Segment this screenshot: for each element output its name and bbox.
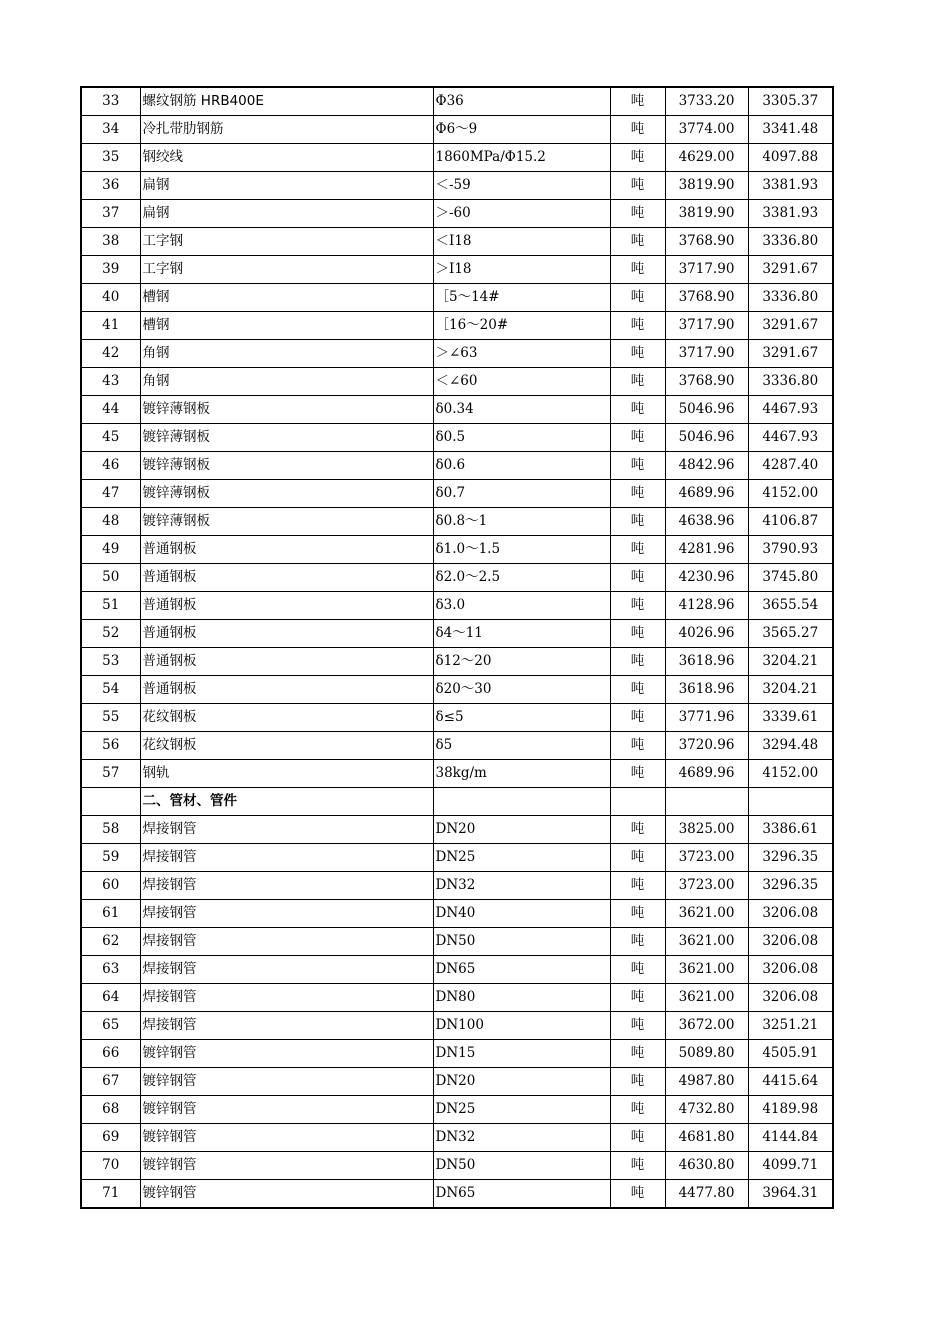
specification-cell: DN65: [433, 956, 610, 984]
price-with-tax-cell: 3621.00: [665, 956, 748, 984]
material-name-cell: 镀锌薄钢板: [140, 452, 433, 480]
unit-cell: 吨: [610, 200, 665, 228]
row-number-cell: 71: [81, 1180, 140, 1209]
unit-cell: 吨: [610, 592, 665, 620]
table-row: [81, 1068, 833, 1096]
price-with-tax-cell: 3733.20: [665, 87, 748, 116]
price-without-tax-cell: 3291.67: [748, 256, 833, 284]
row-number-cell: 69: [81, 1124, 140, 1152]
row-number-cell: 40: [81, 284, 140, 312]
price-without-tax-cell: 4106.87: [748, 508, 833, 536]
row-number-cell: 47: [81, 480, 140, 508]
row-number-cell: 57: [81, 760, 140, 788]
unit-cell: 吨: [610, 564, 665, 592]
table-body: [81, 87, 833, 1208]
specification-cell: ＞Ⅰ18: [433, 256, 610, 284]
price-without-tax-cell: 3291.67: [748, 340, 833, 368]
price-without-tax-cell: 3305.37: [748, 87, 833, 116]
price-without-tax-cell: 3206.08: [748, 900, 833, 928]
unit-cell: 吨: [610, 928, 665, 956]
price-without-tax-cell: 4097.88: [748, 144, 833, 172]
row-number-cell: 42: [81, 340, 140, 368]
price-without-tax-cell: 3339.61: [748, 704, 833, 732]
material-name-cell: 普通钢板: [140, 536, 433, 564]
price-without-tax-cell: 4415.64: [748, 1068, 833, 1096]
unit-cell: 吨: [610, 1040, 665, 1068]
material-name-cell: 焊接钢管: [140, 1012, 433, 1040]
table-row: [81, 396, 833, 424]
material-name-cell: 镀锌薄钢板: [140, 480, 433, 508]
price-without-tax-cell: 3381.93: [748, 200, 833, 228]
price-with-tax-cell: 5046.96: [665, 424, 748, 452]
unit-cell: 吨: [610, 1096, 665, 1124]
price-without-tax-cell: 4505.91: [748, 1040, 833, 1068]
specification-cell: δ2.0～2.5: [433, 564, 610, 592]
price-with-tax-cell: 3672.00: [665, 1012, 748, 1040]
specification-cell: ＞-60: [433, 200, 610, 228]
row-number-cell: 45: [81, 424, 140, 452]
table-row: [81, 508, 833, 536]
material-name-cell: 镀锌钢管: [140, 1040, 433, 1068]
unit-cell: 吨: [610, 424, 665, 452]
price-with-tax-cell: 3723.00: [665, 872, 748, 900]
specification-cell: DN100: [433, 1012, 610, 1040]
table-row: [81, 872, 833, 900]
unit-cell: 吨: [610, 844, 665, 872]
price-without-tax-cell: 3655.54: [748, 592, 833, 620]
price-with-tax-cell: 4689.96: [665, 480, 748, 508]
row-number-cell: 68: [81, 1096, 140, 1124]
material-name-cell: 焊接钢管: [140, 928, 433, 956]
unit-cell: 吨: [610, 984, 665, 1012]
unit-cell: 吨: [610, 256, 665, 284]
row-number-cell: 49: [81, 536, 140, 564]
row-number-cell: 63: [81, 956, 140, 984]
unit-cell: 吨: [610, 144, 665, 172]
specification-cell: DN50: [433, 928, 610, 956]
price-without-tax-cell: 3386.61: [748, 816, 833, 844]
specification-cell: DN20: [433, 816, 610, 844]
specification-cell: δ20～30: [433, 676, 610, 704]
table-row: [81, 368, 833, 396]
price-with-tax-cell: 4230.96: [665, 564, 748, 592]
specification-cell: DN50: [433, 1152, 610, 1180]
row-number-cell: 35: [81, 144, 140, 172]
specification-cell: ＞∠63: [433, 340, 610, 368]
price-with-tax-cell: 3825.00: [665, 816, 748, 844]
price-without-tax-cell: [748, 788, 833, 816]
specification-cell: DN20: [433, 1068, 610, 1096]
unit-cell: 吨: [610, 760, 665, 788]
price-without-tax-cell: 3336.80: [748, 228, 833, 256]
price-with-tax-cell: 5089.80: [665, 1040, 748, 1068]
row-number-cell: 55: [81, 704, 140, 732]
specification-cell: δ≤5: [433, 704, 610, 732]
row-number-cell: [81, 788, 140, 816]
unit-cell: 吨: [610, 284, 665, 312]
specification-cell: DN32: [433, 1124, 610, 1152]
specification-cell: δ0.34: [433, 396, 610, 424]
specification-cell: δ0.6: [433, 452, 610, 480]
price-without-tax-cell: 3206.08: [748, 984, 833, 1012]
specification-cell: DN80: [433, 984, 610, 1012]
material-name-cell: 普通钢板: [140, 620, 433, 648]
price-with-tax-cell: 3768.90: [665, 228, 748, 256]
unit-cell: 吨: [610, 1180, 665, 1209]
material-name-cell: 槽钢: [140, 284, 433, 312]
material-name-cell: 普通钢板: [140, 676, 433, 704]
unit-cell: 吨: [610, 1068, 665, 1096]
price-without-tax-cell: 3381.93: [748, 172, 833, 200]
unit-cell: 吨: [610, 956, 665, 984]
table-row: [81, 256, 833, 284]
material-name-cell: 螺纹钢筋 HRB400E: [140, 87, 433, 116]
row-number-cell: 66: [81, 1040, 140, 1068]
unit-cell: 吨: [610, 508, 665, 536]
material-name-cell: 镀锌钢管: [140, 1180, 433, 1209]
price-with-tax-cell: 3723.00: [665, 844, 748, 872]
table-row: [81, 312, 833, 340]
unit-cell: 吨: [610, 536, 665, 564]
row-number-cell: 33: [81, 87, 140, 116]
specification-cell: DN25: [433, 844, 610, 872]
price-without-tax-cell: 4467.93: [748, 396, 833, 424]
row-number-cell: 39: [81, 256, 140, 284]
specification-cell: DN40: [433, 900, 610, 928]
price-with-tax-cell: 3771.96: [665, 704, 748, 732]
price-without-tax-cell: 3251.21: [748, 1012, 833, 1040]
table-row: [81, 144, 833, 172]
material-name-cell: 工字钢: [140, 228, 433, 256]
table-row: [81, 704, 833, 732]
price-without-tax-cell: 3336.80: [748, 284, 833, 312]
material-name-cell: 扁钢: [140, 172, 433, 200]
price-without-tax-cell: 3291.67: [748, 312, 833, 340]
specification-cell: δ3.0: [433, 592, 610, 620]
material-name-cell: 焊接钢管: [140, 956, 433, 984]
table-row: [81, 984, 833, 1012]
price-without-tax-cell: 3294.48: [748, 732, 833, 760]
unit-cell: 吨: [610, 900, 665, 928]
table-row: [81, 228, 833, 256]
row-number-cell: 44: [81, 396, 140, 424]
price-with-tax-cell: 3717.90: [665, 256, 748, 284]
price-with-tax-cell: 4987.80: [665, 1068, 748, 1096]
row-number-cell: 37: [81, 200, 140, 228]
price-with-tax-cell: 3618.96: [665, 648, 748, 676]
price-without-tax-cell: 4152.00: [748, 760, 833, 788]
price-without-tax-cell: 4189.98: [748, 1096, 833, 1124]
table-row: [81, 536, 833, 564]
material-name-cell: 扁钢: [140, 200, 433, 228]
material-price-table: [80, 86, 834, 1209]
specification-cell: DN15: [433, 1040, 610, 1068]
specification-cell: δ0.7: [433, 480, 610, 508]
table-row: [81, 816, 833, 844]
unit-cell: 吨: [610, 312, 665, 340]
price-with-tax-cell: 4630.80: [665, 1152, 748, 1180]
material-name-cell: 镀锌钢管: [140, 1096, 433, 1124]
unit-cell: [610, 788, 665, 816]
unit-cell: 吨: [610, 1152, 665, 1180]
price-without-tax-cell: 3565.27: [748, 620, 833, 648]
table-row: [81, 1012, 833, 1040]
table-row: [81, 340, 833, 368]
price-without-tax-cell: 3206.08: [748, 956, 833, 984]
material-name-cell: 角钢: [140, 340, 433, 368]
unit-cell: 吨: [610, 704, 665, 732]
row-number-cell: 43: [81, 368, 140, 396]
unit-cell: 吨: [610, 676, 665, 704]
row-number-cell: 36: [81, 172, 140, 200]
price-without-tax-cell: 3296.35: [748, 872, 833, 900]
material-name-cell: 槽钢: [140, 312, 433, 340]
row-number-cell: 38: [81, 228, 140, 256]
price-with-tax-cell: 3768.90: [665, 368, 748, 396]
price-with-tax-cell: [665, 788, 748, 816]
specification-cell: Φ36: [433, 87, 610, 116]
row-number-cell: 67: [81, 1068, 140, 1096]
row-number-cell: 46: [81, 452, 140, 480]
price-without-tax-cell: 3341.48: [748, 116, 833, 144]
price-without-tax-cell: 3204.21: [748, 648, 833, 676]
price-with-tax-cell: 3774.00: [665, 116, 748, 144]
material-name-cell: 普通钢板: [140, 592, 433, 620]
unit-cell: 吨: [610, 368, 665, 396]
price-with-tax-cell: 3621.00: [665, 900, 748, 928]
specification-cell: δ0.8～1: [433, 508, 610, 536]
unit-cell: 吨: [610, 452, 665, 480]
unit-cell: 吨: [610, 1124, 665, 1152]
table-row: [81, 592, 833, 620]
material-name-cell: 花纹钢板: [140, 704, 433, 732]
price-without-tax-cell: 3745.80: [748, 564, 833, 592]
row-number-cell: 41: [81, 312, 140, 340]
material-name-cell: 镀锌薄钢板: [140, 424, 433, 452]
table-row: [81, 844, 833, 872]
material-name-cell: 工字钢: [140, 256, 433, 284]
unit-cell: 吨: [610, 648, 665, 676]
material-name-cell: 焊接钢管: [140, 900, 433, 928]
material-name-cell: 冷扎带肋钢筋: [140, 116, 433, 144]
unit-cell: 吨: [610, 340, 665, 368]
price-without-tax-cell: 3964.31: [748, 1180, 833, 1209]
specification-cell: δ0.5: [433, 424, 610, 452]
unit-cell: 吨: [610, 116, 665, 144]
price-without-tax-cell: 3206.08: [748, 928, 833, 956]
price-without-tax-cell: 4152.00: [748, 480, 833, 508]
table-row: [81, 620, 833, 648]
price-with-tax-cell: 4629.00: [665, 144, 748, 172]
row-number-cell: 58: [81, 816, 140, 844]
specification-cell: Φ6～9: [433, 116, 610, 144]
specification-cell: δ4～11: [433, 620, 610, 648]
specification-cell: DN65: [433, 1180, 610, 1209]
specification-cell: [433, 788, 610, 816]
specification-cell: δ1.0～1.5: [433, 536, 610, 564]
material-name-cell: 钢轨: [140, 760, 433, 788]
price-with-tax-cell: 3819.90: [665, 200, 748, 228]
table-row: [81, 956, 833, 984]
row-number-cell: 34: [81, 116, 140, 144]
unit-cell: 吨: [610, 816, 665, 844]
table-row: [81, 116, 833, 144]
unit-cell: 吨: [610, 228, 665, 256]
material-name-cell: 普通钢板: [140, 648, 433, 676]
table-row: [81, 200, 833, 228]
unit-cell: 吨: [610, 620, 665, 648]
unit-cell: 吨: [610, 732, 665, 760]
price-without-tax-cell: 4467.93: [748, 424, 833, 452]
price-without-tax-cell: 4144.84: [748, 1124, 833, 1152]
material-name-cell: 镀锌薄钢板: [140, 508, 433, 536]
material-name-cell: 二、管材、管件: [140, 788, 433, 816]
row-number-cell: 60: [81, 872, 140, 900]
table-row: [81, 480, 833, 508]
price-without-tax-cell: 3790.93: [748, 536, 833, 564]
row-number-cell: 51: [81, 592, 140, 620]
table-row: [81, 452, 833, 480]
material-name-cell: 镀锌钢管: [140, 1068, 433, 1096]
price-without-tax-cell: 3336.80: [748, 368, 833, 396]
table-row: [81, 1152, 833, 1180]
specification-cell: ［16～20#: [433, 312, 610, 340]
specification-cell: δ12～20: [433, 648, 610, 676]
price-without-tax-cell: 4287.40: [748, 452, 833, 480]
material-name-cell: 焊接钢管: [140, 844, 433, 872]
table-row: [81, 732, 833, 760]
material-name-cell: 普通钢板: [140, 564, 433, 592]
row-number-cell: 62: [81, 928, 140, 956]
material-name-cell: 焊接钢管: [140, 984, 433, 1012]
specification-cell: δ5: [433, 732, 610, 760]
price-with-tax-cell: 4842.96: [665, 452, 748, 480]
row-number-cell: 70: [81, 1152, 140, 1180]
table-row: [81, 760, 833, 788]
price-with-tax-cell: 3618.96: [665, 676, 748, 704]
row-number-cell: 64: [81, 984, 140, 1012]
row-number-cell: 61: [81, 900, 140, 928]
price-with-tax-cell: 4689.96: [665, 760, 748, 788]
specification-cell: ［5～14#: [433, 284, 610, 312]
material-name-cell: 镀锌钢管: [140, 1152, 433, 1180]
specification-cell: DN25: [433, 1096, 610, 1124]
specification-cell: 1860MPa/Φ15.2: [433, 144, 610, 172]
row-number-cell: 53: [81, 648, 140, 676]
material-name-cell: 花纹钢板: [140, 732, 433, 760]
price-with-tax-cell: 4477.80: [665, 1180, 748, 1209]
table-row: [81, 648, 833, 676]
price-with-tax-cell: 3819.90: [665, 172, 748, 200]
row-number-cell: 52: [81, 620, 140, 648]
price-with-tax-cell: 4638.96: [665, 508, 748, 536]
price-with-tax-cell: 3717.90: [665, 340, 748, 368]
price-with-tax-cell: 4281.96: [665, 536, 748, 564]
row-number-cell: 56: [81, 732, 140, 760]
material-name-cell: 角钢: [140, 368, 433, 396]
price-without-tax-cell: 3296.35: [748, 844, 833, 872]
price-with-tax-cell: 4681.80: [665, 1124, 748, 1152]
specification-cell: DN32: [433, 872, 610, 900]
unit-cell: 吨: [610, 396, 665, 424]
material-name-cell: 钢绞线: [140, 144, 433, 172]
material-name-cell: 焊接钢管: [140, 872, 433, 900]
specification-cell: ＜Ⅰ18: [433, 228, 610, 256]
unit-cell: 吨: [610, 872, 665, 900]
table-row: [81, 1040, 833, 1068]
table-row: [81, 424, 833, 452]
row-number-cell: 65: [81, 1012, 140, 1040]
table-row: [81, 1124, 833, 1152]
material-name-cell: 镀锌钢管: [140, 1124, 433, 1152]
price-with-tax-cell: 3720.96: [665, 732, 748, 760]
row-number-cell: 54: [81, 676, 140, 704]
unit-cell: 吨: [610, 172, 665, 200]
price-without-tax-cell: 3204.21: [748, 676, 833, 704]
table-row: [81, 564, 833, 592]
table-row: [81, 676, 833, 704]
specification-cell: 38kg/m: [433, 760, 610, 788]
price-with-tax-cell: 4128.96: [665, 592, 748, 620]
row-number-cell: 50: [81, 564, 140, 592]
price-with-tax-cell: 4026.96: [665, 620, 748, 648]
price-with-tax-cell: 3621.00: [665, 928, 748, 956]
unit-cell: 吨: [610, 1012, 665, 1040]
table-row: [81, 1180, 833, 1209]
table-row: [81, 928, 833, 956]
table-row: [81, 172, 833, 200]
price-with-tax-cell: 3717.90: [665, 312, 748, 340]
unit-cell: 吨: [610, 480, 665, 508]
unit-cell: 吨: [610, 87, 665, 116]
row-number-cell: 48: [81, 508, 140, 536]
section-header-row: [81, 788, 833, 816]
specification-cell: ＜-59: [433, 172, 610, 200]
table-row: [81, 284, 833, 312]
table-row: [81, 900, 833, 928]
price-without-tax-cell: 4099.71: [748, 1152, 833, 1180]
table-row: [81, 87, 833, 116]
table-row: [81, 1096, 833, 1124]
price-with-tax-cell: 3621.00: [665, 984, 748, 1012]
price-with-tax-cell: 3768.90: [665, 284, 748, 312]
material-name-cell: 镀锌薄钢板: [140, 396, 433, 424]
material-name-cell: 焊接钢管: [140, 816, 433, 844]
price-with-tax-cell: 5046.96: [665, 396, 748, 424]
row-number-cell: 59: [81, 844, 140, 872]
specification-cell: ＜∠60: [433, 368, 610, 396]
price-with-tax-cell: 4732.80: [665, 1096, 748, 1124]
